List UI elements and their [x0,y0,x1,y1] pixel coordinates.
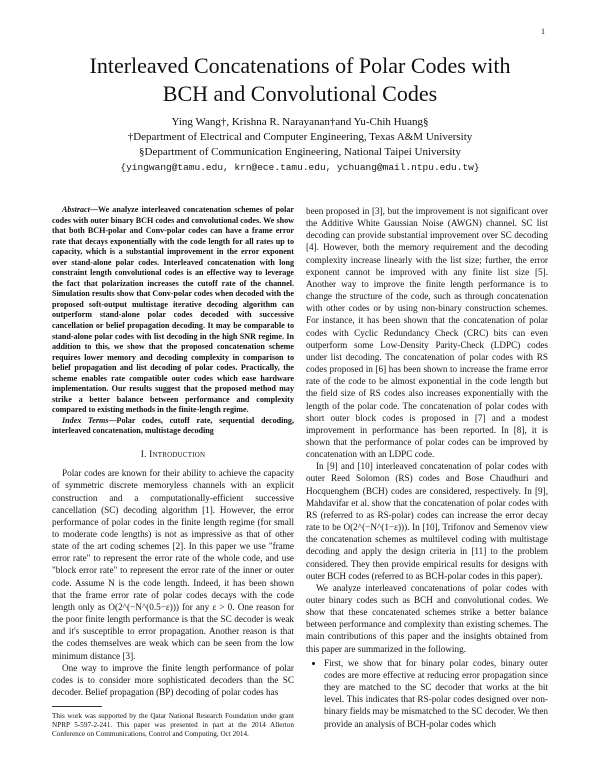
intro-paragraph-5: We analyze interleaved concatenations of polar codes with outer binary codes such as BCH and convolutional codes. We show that these concatenated schemes strike a better balance between performance and complexity than existing schemes. The main contributions of this paper and the insights obtained from this paper are summarized in the following. [306,582,548,654]
contributions-list [306,657,548,730]
index-terms [52,416,294,437]
index-terms-text: —Polar codes, cutoff rate, sequential decoding, interleaved concatenation, multistage decoding [52,415,294,436]
paper-title [0,52,600,108]
affiliation-2: §Department of Communication Engineering, National Taipei University [139,146,461,158]
abstract-lead: Abstract [62,205,90,214]
page-number: 1 [541,27,545,36]
title-line-1: Interleaved Concatenations of Polar Codes with [89,53,511,78]
affiliation-1: †Department of Electrical and Computer Engineering, Texas A&M University [127,131,473,143]
intro-paragraph-4: In [9] and [10] interleaved concatenation of polar codes with outer Reed Solomon (RS) codes and Bose Chaudhuri and Hocquenghem (BCH) codes are considered, respectively. In [9], Mahdavifar et al. show that the concatenation of polar codes with RS (referred to as RS-polar) codes can increase the error decay rate to be O(2^(−N^(1−ε))). In [10], Trifonov and Semenov view the concatenation schemes as multilevel coding with multistage decoding and apply the design criteria in [11] to the problem considered. They then provide empirical results for designs with outer BCH codes (referred to as BCH-polar codes in this paper). [306,461,548,581]
index-terms-lead: Index Terms [62,415,109,425]
title-line-2: BCH and Convolutional Codes [162,81,438,106]
footnote-rule [52,706,102,707]
abstract-text: —We analyze interleaved concatenation schemes of polar codes with outer binary BCH codes and convolutional codes. We show that both BCH-polar and Conv-polar codes can have a frame error rate that decays exponentially with the code length for all rates up to capacity, which is a substantial improvement in the error exponent over stand-alone polar codes. Interleaved concatenation with long constraint length convolutional codes is an effective way to leverage the fact that polarization increases the cutoff rate of the channel. Simulation results show that Conv-polar codes when decoded with the proposed soft-output multistage iterative decoding algorithm can outperform stand-alone polar codes decoded with successive cancellation or belief propagation decoding. It may be comparable to stand-alone polar codes with list decoding in the high SNR regime. In addition to this, we show that the proposed concatenation scheme requires lower memory and decoding complexity in comparison to belief propagation and list decoding of polar codes. Practically, the scheme enables rate compatible outer codes which ease hardware implementation. Our results suggest that the proposed method may strike a better balance between performance and complexity compared to existing methods in the finite-length regime. [52,205,294,415]
section-heading-introduction: I. Introduction [140,450,206,461]
right-column [306,205,548,730]
intro-paragraph-2: One way to improve the finite length performance of polar codes is to consider more sophisticated decoders than the SC decoder. Belief propagation (BP) decoding of polar codes has [52,662,294,697]
intro-paragraph-3: been proposed in [3], but the improvement is not significant over the Additive White Gaussian Noise (AWGN) channel. SC list decoding can provide substantial improvement over SC decoding [4]. However, both the memory requirement and the decoding complexity increase linearly with the list size; further, the error exponent cannot be improved with any finite list size [5]. Another way to improve the finite length performance is to change the structure of the code, such as through concatenation with other codes or by using non-binary construction schemes. For instance, it has been shown that the concatenation of polar codes with Cyclic Redundancy Check (CRC) bits can even outperform some Low-Density Parity-Check (LDPC) codes under list decoding. The concatenation of polar codes with RS codes proposed in [6] has been shown to increase the frame error rate of the code to be almost exponential in the code length but the field size of RS codes also increases exponentially with the length of the polar code. The concatenation of polar codes with short outer block codes is proposed in [7] and a modest improvement in performance has been reported. In [8], it is shown that the performance of polar codes can be improved by concatenation with an LDPC code. [306,206,548,460]
author-emails: {yingwang@tamu.edu, krn@ece.tamu.edu, ychuang@mail.ntpu.edu.tw} [120,162,480,173]
footnote: This work was supported by the Qatar National Research Foundation under grant NPRP 5-597-2-241. This paper was presented in part at the 2014 Allerton Conference on Communications, Control and Computing, Oct 2014. [52,712,294,738]
abstract [52,205,294,416]
intro-paragraph-1: Polar codes are known for their ability to achieve the capacity of symmetric discrete memoryless channels with an explicit construction and a computationally-efficient successive cancellation (SC) decoding algorithm [1]. However, the error performance of polar codes in the finite length regime (for small to moderate code lengths) is not as impressive as that of other state of the art coding schemes [2]. In this paper we use "frame error rate" to represent the error rate of the whole code, and use "block error rate" to represent the error rate of the inner or outer code. Assume N is the code length. Indeed, it has been shown that the frame error rate of polar codes decays with the code length only as O(2^(−N^(0.5−ε))) for any ε > 0. One reason for the poor finite length performance is that the SC decoder is weak and it's susceptible to error propagation. Another reason is that the codes themselves are weak which can be seen from the low minimum distance [3]. [52,468,294,661]
author-names: Ying Wang†, Krishna R. Narayanan†and Yu-Chih Huang§ [171,116,429,128]
author-block [0,115,600,175]
left-column [52,205,294,698]
contribution-item: • First, we show that for binary polar codes, binary outer codes are more effective at reducing error propagation since they are matched to the SC decoder that works at the bit level. This indicates that RS-polar codes designed over non-binary fields may be mismatched to the SC decoder. We then provide an analysis of BCH-polar codes which [324,657,548,730]
